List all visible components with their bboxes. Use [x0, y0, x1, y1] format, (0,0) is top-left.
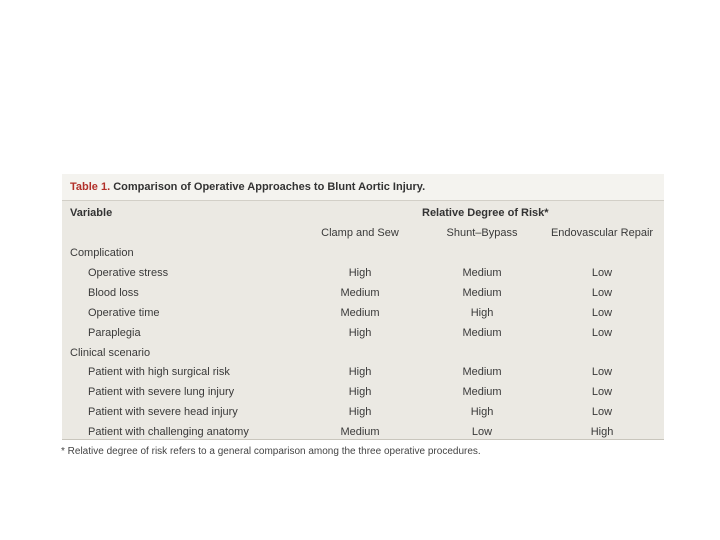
risk-cell: Low — [591, 386, 613, 398]
table-body — [62, 201, 664, 439]
risk-cell: Medium — [340, 426, 380, 438]
table-footnote: * Relative degree of risk refers to a general comparison among the three operative procedures. — [61, 446, 481, 457]
table-label: Table 1. — [70, 181, 111, 193]
row-label: Patient with high surgical risk — [88, 366, 230, 378]
row-label: Patient with challenging anatomy — [88, 426, 249, 438]
section-label: Complication — [70, 247, 134, 259]
risk-cell: Medium — [462, 386, 502, 398]
table-title: Comparison of Operative Approaches to Blunt Aortic Injury. — [113, 181, 426, 193]
risk-cell: High — [348, 366, 372, 378]
row-label: Patient with severe lung injury — [88, 386, 235, 398]
risk-cell: Medium — [340, 307, 380, 319]
risk-cell: High — [470, 307, 494, 319]
risk-cell: High — [470, 406, 494, 418]
risk-cell: Medium — [462, 267, 502, 279]
risk-cell: Low — [591, 287, 613, 299]
risk-cell: Low — [591, 307, 613, 319]
column-header-clamp-and-sew: Clamp and Sew — [321, 227, 399, 239]
risk-cell: Low — [591, 406, 613, 418]
column-header-shunt-bypass: Shunt–Bypass — [446, 227, 518, 239]
row-label: Patient with severe head injury — [88, 406, 238, 418]
risk-cell: High — [348, 406, 372, 418]
comparison-table — [62, 174, 664, 440]
risk-cell: High — [590, 426, 614, 438]
row-label: Blood loss — [88, 287, 139, 299]
risk-cell: Medium — [462, 327, 502, 339]
risk-group-header: Relative Degree of Risk* — [422, 207, 549, 219]
column-header-endovascular-repair: Endovascular Repair — [550, 227, 654, 239]
risk-cell: Low — [591, 366, 613, 378]
risk-cell: Medium — [340, 287, 380, 299]
section-label: Clinical scenario — [70, 347, 151, 359]
risk-cell: High — [348, 386, 372, 398]
risk-cell: Low — [591, 327, 613, 339]
row-label: Operative time — [88, 307, 160, 319]
row-label: Operative stress — [88, 267, 169, 279]
risk-cell: Medium — [462, 366, 502, 378]
risk-cell: Medium — [462, 287, 502, 299]
row-label: Paraplegia — [88, 327, 141, 339]
risk-cell: High — [348, 327, 372, 339]
table-caption — [62, 174, 664, 201]
variable-header: Variable — [70, 207, 113, 219]
risk-cell: Low — [591, 267, 613, 279]
risk-cell: High — [348, 267, 372, 279]
risk-cell: Low — [471, 426, 493, 438]
